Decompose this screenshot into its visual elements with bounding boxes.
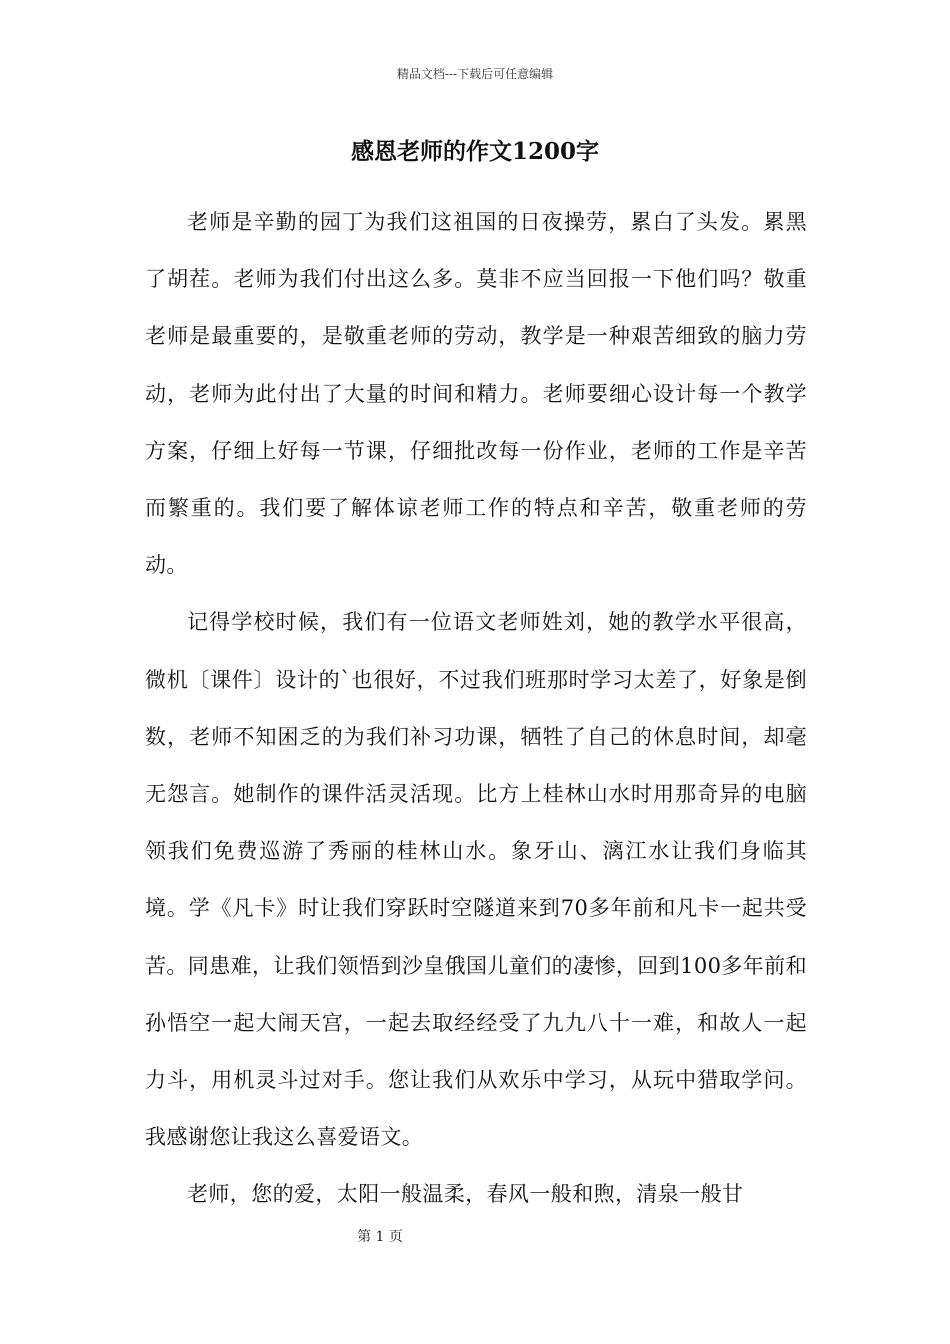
document-title: 感恩老师的作文1200字 <box>350 138 599 165</box>
document-body <box>145 194 807 1224</box>
page-number: 第 1 页 <box>357 1229 403 1245</box>
page-header: 精品文档---下载后可任意编辑 <box>396 67 554 81</box>
paragraph: 老师，您的爱，太阳一般温柔，春风一般和煦，清泉一般甘 <box>187 1182 744 1207</box>
paragraph: 记得学校时候，我们有一位语文老师姓刘，她的教学水平很高，微机〔课件〕设计的`也很好，不过我们班那时学习太差了，好象是倒数，老师不知困乏的为我们补习功课，牺牲了自己的休息时间，却毫无怨言。她制作的课件活灵活现。比方上桂林山水时用那奇异的电脑领我们免费巡游了秀丽的桂林山水。象牙山、漓江水让我们身临其境。学《凡卡》时让我们穿跃时空隧道来到70多年前和凡卡一起共受苦。同患难，让我们领悟到沙皇俄国儿童们的凄惨，回到100多年前和孙悟空一起大闹天宫，一起去取经经受了九九八十一难，和故人一起力斗，用机灵斗过对手。您让我们从欢乐中学习，从玩中猎取学问。我感谢您让我这么喜爱语文。 <box>145 610 807 1150</box>
paragraph: 老师是辛勤的园丁为我们这祖国的日夜操劳，累白了头发。累黑了胡茬。老师为我们付出这么多。莫非不应当回报一下他们吗？敬重老师是最重要的，是敬重老师的劳动，教学是一种艰苦细致的脑力劳动，老师为此付出了大量的时间和精力。老师要细心设计每一个教学方案，仔细上好每一节课，仔细批改每一份作业，老师的工作是辛苦而繁重的。我们要了解体谅老师工作的特点和辛苦，敬重老师的劳动。 <box>145 210 807 578</box>
